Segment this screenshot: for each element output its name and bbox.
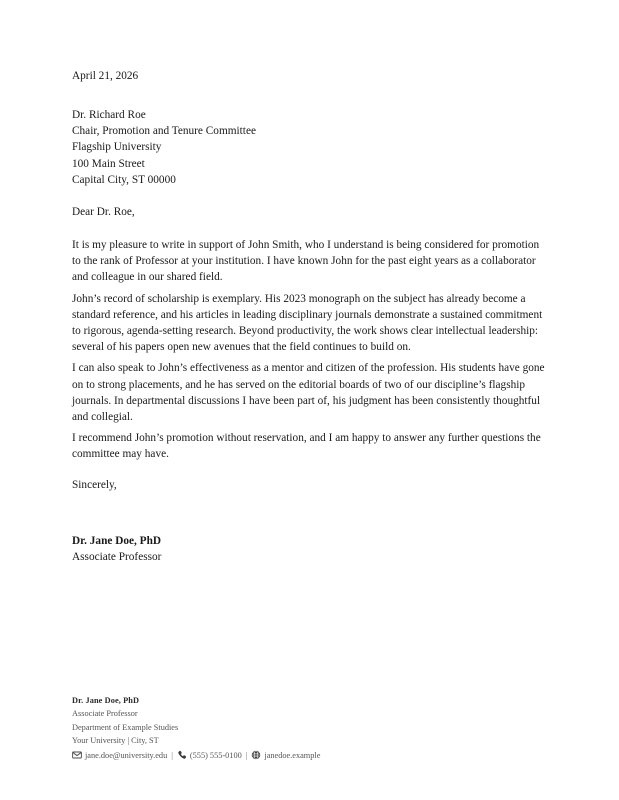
- letter-date: April 21, 2026: [72, 70, 139, 82]
- footer-website-text: janedoe.example: [264, 750, 321, 760]
- envelope-icon: [72, 750, 82, 760]
- phone-icon: [177, 750, 187, 760]
- letter-body: [72, 0, 546, 565]
- address-line: Capital City, ST 00000: [72, 173, 176, 186]
- footer-website[interactable]: [251, 749, 320, 762]
- closing-line: Sincerely,: [72, 478, 117, 491]
- footer-phone[interactable]: [177, 749, 242, 762]
- address-line: Dr. Richard Roe: [72, 109, 146, 121]
- signature-block: [72, 533, 546, 565]
- address-line: Flagship University: [72, 141, 162, 154]
- footer-title: Associate Professor: [72, 709, 138, 719]
- contact-separator: |: [245, 750, 248, 760]
- body-paragraph: John’s record of scholarship is exemplary. His 2023 monograph on the subject has already become a standard reference, and his articles in leading disciplinary journals demonstrate a sustained commitment to rigorous, agenda-setting research. Beyond productivity, the work shows clear intellectual leadership: several of his papers open new avenues that the field continues to build on.: [72, 292, 543, 354]
- footer-affiliation: Your University | City, ST: [72, 736, 159, 746]
- salutation: Dear Dr. Roe,: [72, 206, 135, 219]
- footer-email[interactable]: [72, 749, 167, 762]
- footer-contact-row: [72, 749, 546, 762]
- address-line: Chair, Promotion and Tenure Committee: [72, 125, 256, 138]
- footer-phone-text: (555) 555-0100: [189, 750, 242, 760]
- footer-department: Department of Example Studies: [72, 722, 179, 732]
- signature-title: Associate Professor: [72, 550, 162, 563]
- footer-name: Dr. Jane Doe, PhD: [72, 696, 140, 705]
- body-paragraph: I recommend John’s promotion without reservation, and I am happy to answer any further questions the committee may have.: [72, 432, 541, 461]
- recipient-address: [72, 107, 546, 188]
- footer-email-text: jane.doe@university.edu: [85, 750, 168, 760]
- letterhead-footer: [72, 694, 546, 762]
- address-line: 100 Main Street: [72, 157, 145, 170]
- body-paragraph: I can also speak to John’s effectiveness as a mentor and citizen of the profession. His students have gone on to strong placements, and he has served on the editorial boards of two of our discipline’s flagship journals. In departmental discussions I have been part of, his judgment has been consistently thoughtful and collegial.: [72, 362, 545, 424]
- letter-paragraphs: [72, 237, 546, 463]
- contact-separator: |: [171, 750, 173, 760]
- body-paragraph: It is my pleasure to write in support of John Smith, who I understand is being considered for promotion to the rank of Professor at your institution. I have known John for the past eight years as a collaborator and colleague in our shared field.: [72, 239, 540, 284]
- globe-icon: [251, 750, 261, 760]
- signature-name: Dr. Jane Doe, PhD: [72, 534, 162, 547]
